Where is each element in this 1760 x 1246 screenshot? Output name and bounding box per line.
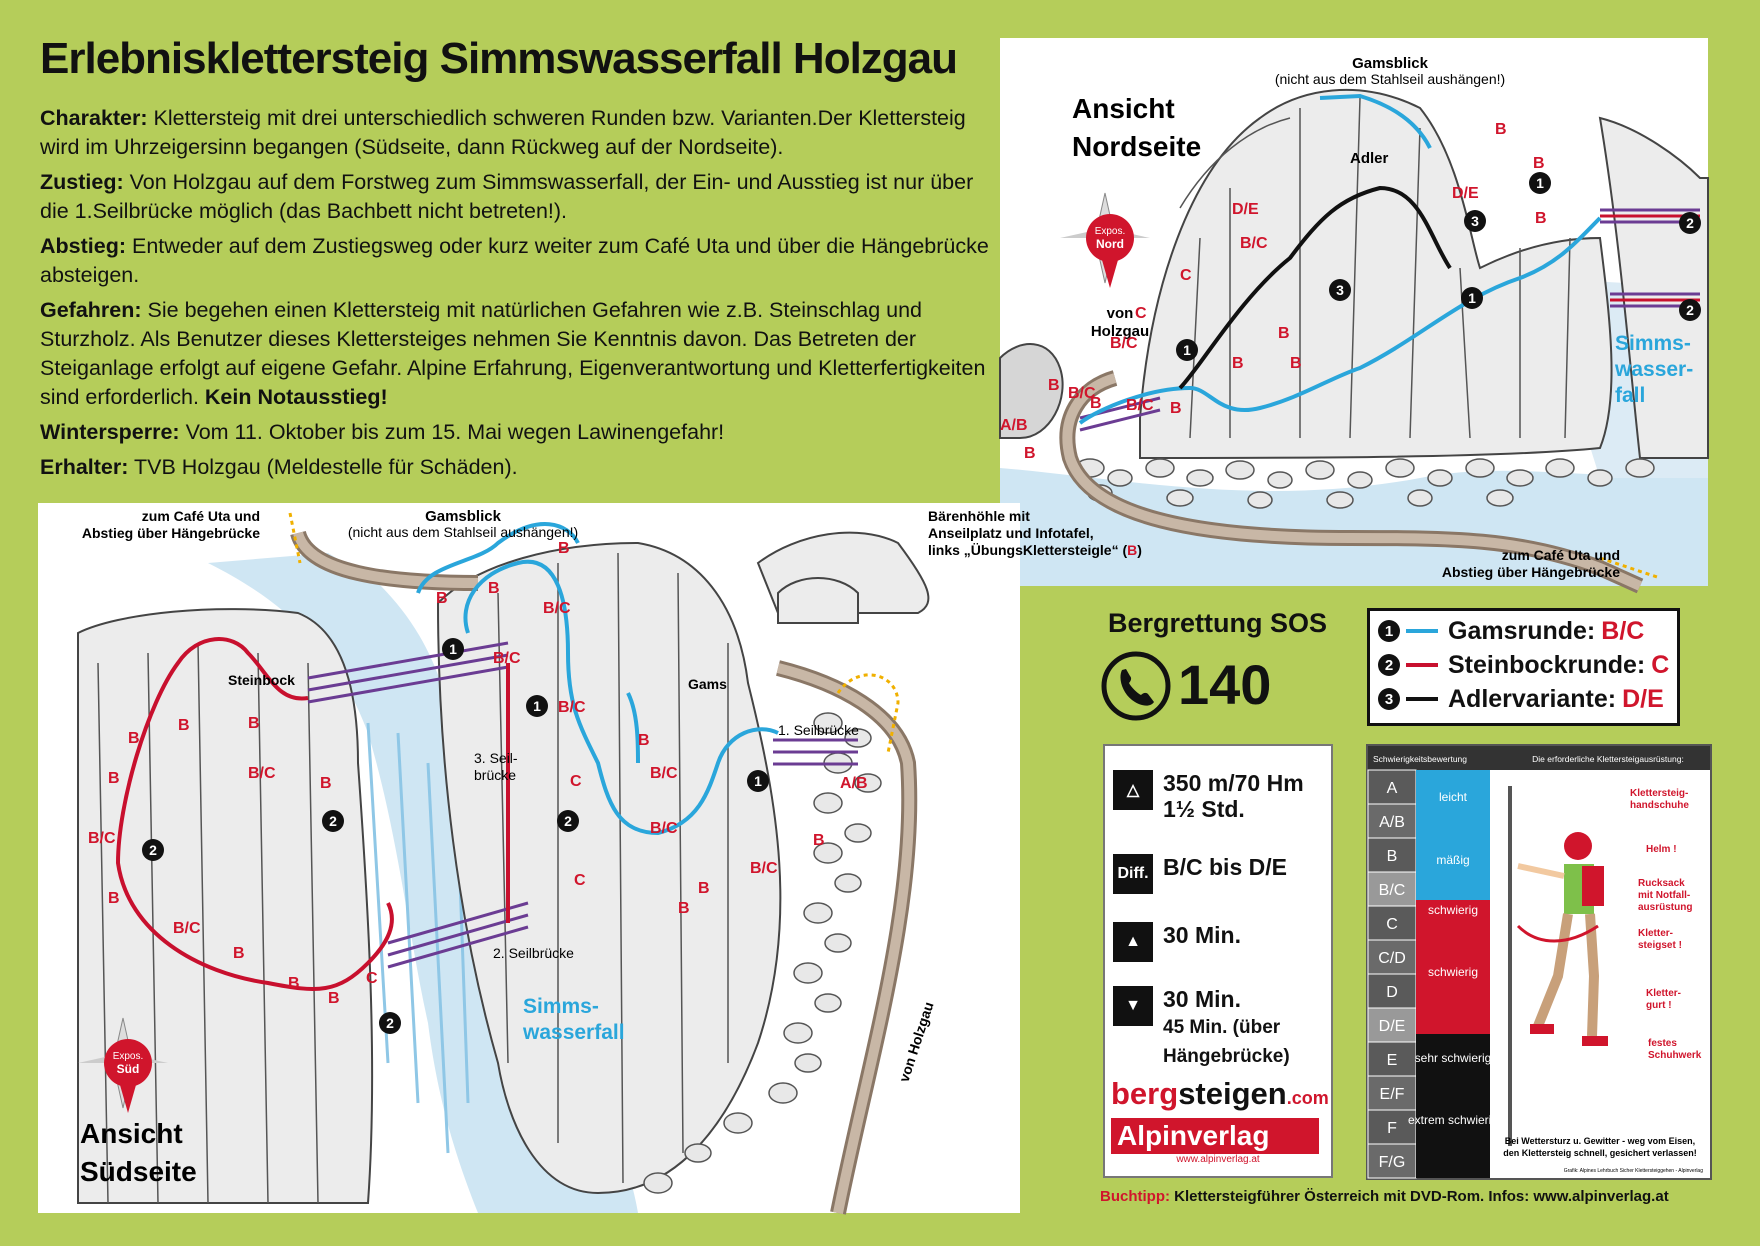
info-text: [40, 104, 990, 488]
north-view-map: [1000, 38, 1708, 586]
simmswasserfall-label: wasserfall: [523, 1021, 625, 1044]
grade-label: A/B: [1000, 417, 1028, 434]
legend-item: 3 Adlervariante: D/E: [1378, 683, 1664, 715]
grade-label: B: [128, 730, 140, 747]
baerenhoehle-label: links „ÜbungsKlettersteigle“ (B): [928, 542, 1142, 558]
gamsblick-note: (nicht aus dem Stahlseil aushängen!): [347, 524, 579, 540]
grade-label: B: [320, 775, 332, 792]
graphic-credit: Grafik: Alpines Lehrbuch Sicher Klettersteiggehen - Alpinverlag: [1563, 1168, 1703, 1174]
south-view-title: Ansicht: [80, 1118, 183, 1149]
grade-cell-label: A/B: [1379, 814, 1405, 831]
band-label: schwierig: [1427, 965, 1479, 979]
gamsblick-note: (nicht aus dem Stahlseil aushängen!): [1274, 71, 1506, 87]
gamsblick-label: Gamsblick: [425, 508, 501, 525]
safety-warning: Bei Wettersturz u. Gewitter - weg vom Eisen,: [1504, 1136, 1696, 1146]
route-marker: 1: [1468, 290, 1476, 306]
gear-label: Rucksack: [1638, 878, 1685, 889]
grade-label: B: [1495, 121, 1507, 138]
bergsteigen-logo: bergsteigen.com: [1111, 1076, 1329, 1111]
info-charakter: Charakter: Klettersteig mit drei unterschiedlich schweren Runden bzw. Varianten.Der Klettersteig wird im Uhrzeigersinn begangen (Südseite, dann Rückweg auf der Nordseite).: [40, 106, 966, 159]
route-marker: 1: [1536, 175, 1544, 191]
grade-label: B/C: [1068, 385, 1096, 402]
bridge-2-label: 2. Seilbrücke: [493, 945, 574, 961]
north-view-title: Ansicht: [1072, 93, 1175, 124]
grade-label: B: [813, 832, 825, 849]
compass-label: Nord: [1096, 237, 1124, 251]
legend-item: 1 Gamsrunde: B/C: [1378, 615, 1644, 647]
grade-label: B: [1535, 210, 1547, 227]
grade-label: B: [233, 945, 245, 962]
grade-label: B: [108, 890, 120, 907]
gear-label: steigset !: [1638, 940, 1682, 951]
simmswasserfall-label: Simms-: [1615, 332, 1691, 355]
facts-box: [1103, 744, 1333, 1178]
cafe-uta-label: Abstieg über Hängebrücke: [81, 525, 260, 541]
route-marker: 2: [1686, 302, 1694, 318]
scale-header: Die erforderliche Klettersteigausrüstung:: [1532, 754, 1684, 764]
route-marker: 1: [533, 698, 541, 714]
sos-number[interactable]: 140: [1178, 653, 1272, 716]
grade-label: B/C: [750, 860, 778, 877]
grade-cell-label: B/C: [1378, 882, 1406, 899]
grade-label: B: [638, 732, 650, 749]
route-marker: 3: [1471, 213, 1479, 229]
climber-icon: △: [1113, 770, 1153, 810]
grade-label: B: [698, 880, 710, 897]
route-marker: 2: [329, 813, 337, 829]
grade-label: B: [1290, 355, 1302, 372]
cafe-uta-label: Abstieg über Hängebrücke: [1441, 564, 1620, 580]
south-view-title: Südseite: [80, 1156, 197, 1187]
grade-label: D/E: [1232, 201, 1259, 218]
route-marker: 1: [449, 641, 457, 657]
brand-logos: [1111, 1076, 1329, 1165]
route-marker: 1: [754, 773, 762, 789]
grade-label: B/C: [650, 765, 678, 782]
grade-label: C: [570, 773, 582, 790]
band-label: mäßig: [1436, 853, 1470, 867]
page-title: Erlebnisklettersteig Simmswasserfall Holzgau: [40, 34, 958, 83]
grade-label: A/B: [840, 775, 868, 792]
compass-label: Süd: [116, 1062, 140, 1076]
hiker-up-icon: ▲: [1113, 922, 1153, 962]
grade-label: B/C: [650, 820, 678, 837]
gear-label: ausrüstung: [1638, 902, 1693, 913]
info-zustieg: Zustieg: Von Holzgau auf dem Forstweg zum Simmswasserfall, der Ein- und Ausstieg ist nur über die 1.Seilbrücke möglich (das Bachbett nicht betreten!).: [40, 170, 974, 223]
von-holzgau-label: Holzgau: [1090, 323, 1150, 340]
grade-label: C: [1135, 305, 1147, 322]
info-abstieg: Abstieg: Entweder auf dem Zustiegsweg oder kurz weiter zum Café Uta und über die Hängebrücke absteigen.: [40, 234, 989, 287]
grade-cell-label: E: [1386, 1052, 1398, 1069]
grade-label: B/C: [1110, 335, 1138, 352]
gear-label: mit Notfall-: [1638, 890, 1691, 901]
steinbock-label: Steinbock: [228, 672, 295, 688]
info-gefahren: Gefahren: Sie begehen einen Klettersteig mit natürlichen Gefahren wie z.B. Steinschlag und Sturzholz. Als Benutzer dieses Klettersteiges nehmen Sie Kenntnis davon. Das Betreten der Steiganlage erfolgt auf eigene Gefahr. Alpine Erfahrung, Eigenverantwortung und Kletterfertigkeiten sind erforderlich. Kein Notausstieg!: [40, 298, 986, 409]
band-label: sehr schwierig: [1414, 1051, 1492, 1065]
phone-icon: [1100, 650, 1172, 722]
grade-label: D/E: [1452, 185, 1479, 202]
bridge-3-label: 3. Seil-: [474, 750, 518, 766]
grade-label: B: [1533, 155, 1545, 172]
scale-header: Schwierigkeitsbewertung: [1372, 754, 1468, 764]
gear-label: festes: [1648, 1038, 1677, 1049]
info-erhalter: Erhalter: TVB Holzgau (Meldestelle für Schäden).: [40, 455, 518, 479]
band-label: leicht: [1438, 790, 1468, 804]
difficulty-scale: [1366, 744, 1712, 1180]
gear-label: Helm !: [1646, 844, 1677, 855]
gear-label: gurt !: [1646, 1000, 1672, 1011]
difficulty-icon: Diff.: [1113, 854, 1153, 894]
grade-label: B: [328, 990, 340, 1007]
safety-warning: den Klettersteig schnell, gesichert verlassen!: [1503, 1148, 1697, 1158]
route-legend: [1367, 608, 1680, 726]
grade-label: B: [678, 900, 690, 917]
alpinverlag-url[interactable]: www.alpinverlag.at: [1176, 1154, 1260, 1165]
von-holzgau-label: von: [1106, 305, 1134, 322]
grade-cell-label: F/G: [1378, 1154, 1406, 1171]
fact-difficulty: Diff. B/C bis D/E: [1113, 854, 1287, 894]
cafe-uta-label: zum Café Uta und: [1501, 547, 1620, 563]
grade-label: C: [574, 872, 586, 889]
grade-label: B/C: [248, 765, 276, 782]
grade-label: B: [488, 580, 500, 597]
grade-label: B/C: [173, 920, 201, 937]
grade-label: B/C: [493, 650, 521, 667]
grade-label: B: [1048, 377, 1060, 394]
grade-label: B/C: [558, 699, 586, 716]
grade-cell-label: D/E: [1378, 1018, 1406, 1035]
route-marker: 2: [564, 813, 572, 829]
grade-label: B: [1278, 325, 1290, 342]
cafe-uta-label: zum Café Uta und: [141, 508, 260, 524]
bridge-1-label: 1. Seilbrücke: [778, 722, 859, 738]
gams-label: Gams: [688, 676, 727, 692]
gear-label: Schuhwerk: [1648, 1050, 1702, 1061]
fact-approach: ▲ 30 Min.: [1113, 922, 1241, 962]
grade-label: B/C: [543, 600, 571, 617]
grade-label: B: [1090, 395, 1102, 412]
gear-label: handschuhe: [1630, 800, 1689, 811]
gamsblick-label: Gamsblick: [1352, 55, 1428, 72]
band-label: extrem schwierig: [1407, 1113, 1499, 1127]
simmswasserfall-label: Simms-: [523, 995, 599, 1018]
legend-item: 2 Steinbockrunde: C: [1378, 649, 1669, 681]
fact-length: △ 350 m/70 Hm 1½ Std.: [1113, 770, 1304, 822]
baerenhoehle-label: Bärenhöhle mit: [928, 508, 1030, 524]
route-marker: 2: [1686, 215, 1694, 231]
route-marker: 2: [149, 842, 157, 858]
grade-cell-label: E/F: [1379, 1086, 1405, 1103]
route-marker: 1: [1183, 342, 1191, 358]
grade-cell-label: C: [1386, 916, 1398, 933]
grade-cell-label: A: [1386, 780, 1398, 797]
simmswasserfall-label: wasser-: [1615, 358, 1694, 381]
grade-label: B: [288, 975, 300, 992]
grade-label: B: [248, 715, 260, 732]
route-marker: 2: [386, 1015, 394, 1031]
compass-label: Expos.: [1094, 226, 1126, 237]
bridge-3-label: brücke: [474, 767, 517, 783]
grade-label: B: [108, 770, 120, 787]
gear-label: Kletter-: [1646, 988, 1682, 999]
grade-label: B/C: [88, 830, 116, 847]
grade-label: B: [1232, 355, 1244, 372]
grade-cell-label: D: [1386, 984, 1398, 1001]
info-wintersperre: Wintersperre: Vom 11. Oktober bis zum 15. Mai wegen Lawinengefahr!: [40, 420, 725, 444]
grade-cell-label: B: [1386, 848, 1398, 865]
alpinverlag-logo: Alpinverlag: [1111, 1118, 1319, 1154]
baerenhoehle-label: Anseilplatz und Infotafel,: [928, 525, 1094, 541]
band-label: schwierig: [1427, 903, 1479, 917]
grade-cell-label: C/D: [1378, 950, 1406, 967]
grade-label: B: [1170, 400, 1182, 417]
grade-label: C: [366, 970, 378, 987]
grade-label: B: [178, 717, 190, 734]
compass-label: Expos.: [112, 1051, 144, 1062]
gear-label: Klettersteig-: [1630, 788, 1689, 799]
book-tip: Buchtipp: Klettersteigführer Österreich mit DVD-Rom. Infos: www.alpinverlag.at: [1100, 1188, 1669, 1205]
grade-label: B/C: [1126, 397, 1154, 414]
route-marker: 3: [1336, 282, 1344, 298]
grade-label: B: [558, 540, 570, 557]
grade-cell-label: F: [1387, 1120, 1397, 1137]
von-holzgau-label: von Holzgau: [895, 999, 937, 1084]
gear-label: Kletter-: [1638, 928, 1674, 939]
grade-label: B/C: [1240, 235, 1268, 252]
grade-label: B: [436, 590, 448, 607]
sos-title: Bergrettung SOS: [1108, 608, 1328, 638]
north-compass: [1060, 193, 1150, 288]
grade-label: B: [1024, 445, 1036, 462]
climber-illustration: [1510, 786, 1608, 1146]
fact-descent: ▼ 30 Min. 45 Min. (über Hängebrücke): [1113, 986, 1290, 1070]
grade-label: C: [1180, 267, 1192, 284]
north-view-title: Nordseite: [1072, 131, 1202, 162]
hiker-down-icon: ▼: [1113, 986, 1153, 1026]
adler-label: Adler: [1350, 150, 1389, 167]
simmswasserfall-label: fall: [1615, 384, 1646, 407]
